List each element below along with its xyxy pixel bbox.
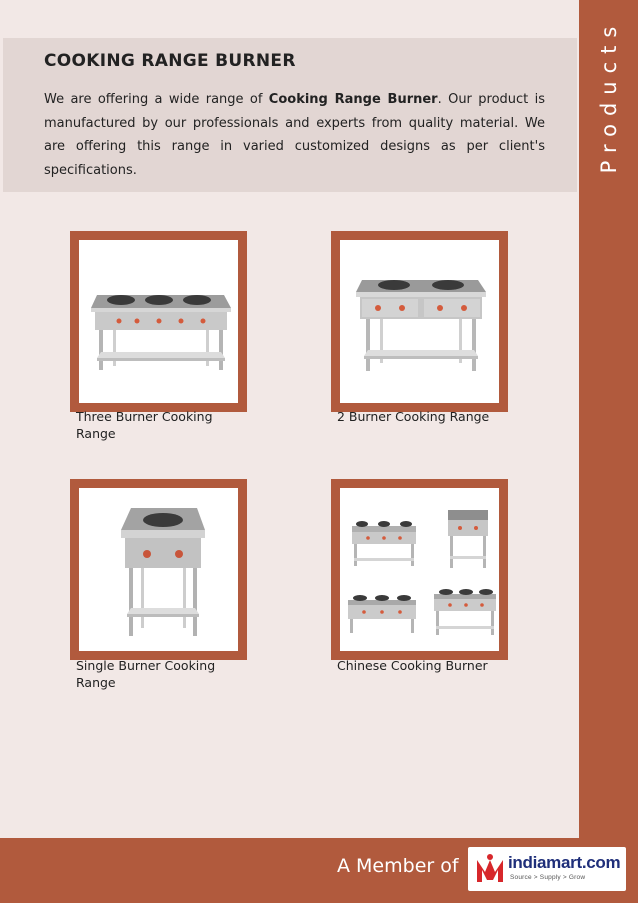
- product-photo: [340, 240, 499, 403]
- two-burner-range-icon: [340, 240, 499, 403]
- indiamart-m-icon: [474, 852, 506, 886]
- product-card-chinese-burner[interactable]: [331, 479, 508, 660]
- product-caption[interactable]: Three Burner Cooking Range: [76, 409, 213, 441]
- product-card-single-burner[interactable]: [70, 479, 247, 660]
- product-caption[interactable]: Chinese Cooking Burner: [337, 658, 488, 673]
- products-side-bar: [579, 0, 638, 838]
- logo-wordmark: indiamart.com: [508, 853, 621, 872]
- product-caption[interactable]: Single Burner Cooking Range: [76, 658, 216, 690]
- description-text-1: We are offering a wide range of: [44, 92, 269, 107]
- product-photo: [340, 488, 499, 651]
- product-card-two-burner[interactable]: [331, 231, 508, 412]
- products-side-label: Products: [596, 18, 621, 174]
- product-photo: [79, 240, 238, 403]
- single-burner-range-icon: [79, 488, 238, 651]
- chinese-burner-collage-icon: [340, 488, 499, 651]
- product-photo: [79, 488, 238, 651]
- page-title: COOKING RANGE BURNER: [44, 51, 296, 71]
- description-highlight: Cooking Range Burner: [268, 92, 438, 107]
- description-text-2: . Our product is manufactured by our professionals and experts from quality material. We are offering this range in varied customized designs as per client's specifications.: [44, 92, 546, 178]
- three-burner-range-icon: [79, 240, 238, 403]
- indiamart-logo[interactable]: [468, 847, 626, 891]
- description-paragraph: [44, 88, 545, 182]
- logo-tagline: Source > Supply > Grow: [510, 874, 586, 881]
- product-card-three-burner[interactable]: [70, 231, 247, 412]
- member-of-text: A Member of: [337, 855, 459, 877]
- product-caption[interactable]: 2 Burner Cooking Range: [337, 409, 490, 424]
